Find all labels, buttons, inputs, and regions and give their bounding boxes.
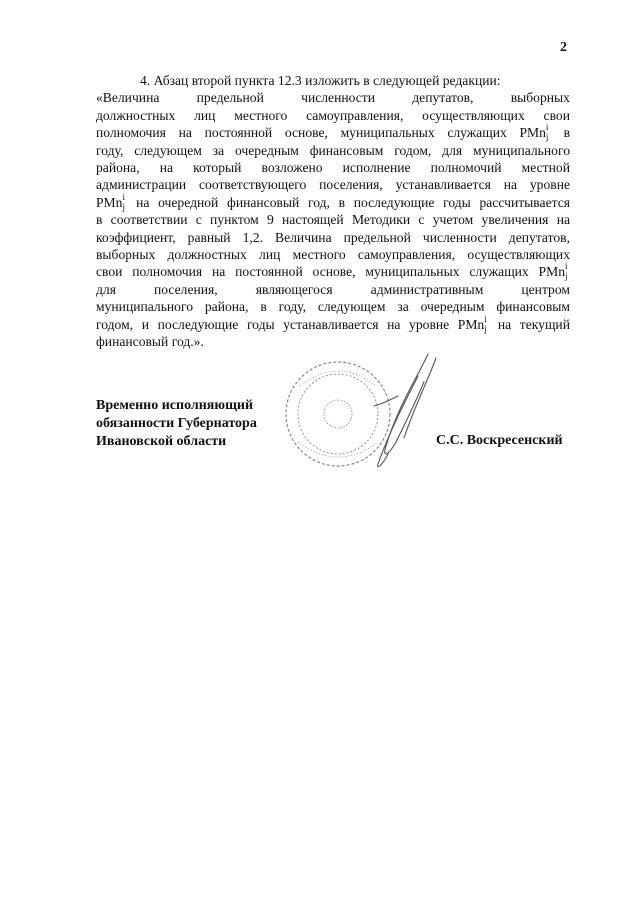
pmn-symbol: PMn (96, 194, 123, 210)
text-line: в соответствии с пунктом 9 настоящей Методики с учетом увеличения на (96, 212, 570, 228)
text-line: выборных должностных лиц местного самоуправления, осуществляющих (96, 247, 570, 263)
stamp-and-signature-icon (278, 346, 448, 486)
text-line: для поселения, являющегося административным центром (96, 281, 570, 297)
signatory-title-line: Ивановской области (96, 434, 227, 449)
text-line: свои полномочия на постоянной основе, муниципальных служащих PMn i j (96, 263, 570, 280)
index-ij: i j (484, 313, 487, 334)
signer-name: С.С. Воскресенский (436, 433, 563, 448)
text-line: района, на который возложено исполнение полномочий местной (96, 160, 570, 176)
index-ij: i j (122, 191, 125, 212)
text-line: администрации соответствующего поселения, устанавливается на уровне (96, 177, 570, 193)
index-ij: i j (565, 261, 568, 282)
text-line: годом, и последующие годы устанавливается на уровне PMn i j на текущий (96, 313, 570, 334)
text-line: муниципального района, в году, следующем за очередным финансовым (96, 299, 570, 315)
text-line: полномочия на постоянной основе, муниципальных служащих PMn i j в (96, 122, 570, 143)
page-number: 2 (560, 40, 567, 55)
paragraph-heading: 4. Абзац второй пункта 12.3 изложить в следующей редакции: (140, 73, 501, 88)
text-line: «Величина предельной численности депутатов, выборных (96, 90, 570, 106)
text-line: PMn i j на очередной финансовый год, в последующие годы рассчитывается (96, 191, 570, 212)
text-line: коэффициент, равный 1,2. Величина предельной численности депутатов, (96, 229, 570, 245)
text-line: году, следующем за очередным финансовым годом, для муниципального (96, 142, 570, 158)
document-body (96, 72, 570, 351)
signatory-title-line: Временно исполняющий (96, 398, 254, 413)
index-ij: i j (545, 122, 549, 143)
signatory-title (96, 397, 257, 451)
text-line: должностных лиц местного самоуправления, осуществляющих свои (96, 107, 570, 123)
text-line: финансовый год.». (96, 334, 204, 350)
signatory-title-line: обязанности Губернатора (96, 416, 257, 431)
